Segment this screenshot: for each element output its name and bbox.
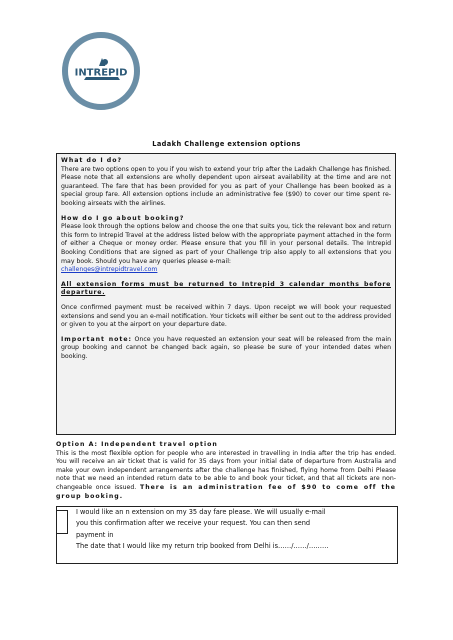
info-box [56,153,396,435]
what-do-i-do-text: There are two options open to you if you wish to extend your trip after the Ladakh Challenge has finished. Please note that all extensions are wholly dependent upon airseat availability at the time and are not guaranteed. The fare that has been provided for you as part of your Challenge has been booked as a special group fare. All extension options include an administrative fee ($90) to cover our time spent re-booking airseats with the airlines. [61,165,391,207]
intrepid-logo [58,28,144,114]
email-link[interactable]: challenges@intrepidtravel.com [61,266,158,274]
logo-wordmark: INTREPID [74,67,128,79]
form-line-2: you this confirmation after we receive your request. You can then send [76,519,311,528]
form-line-3: payment in [76,530,114,539]
form-text [76,507,394,553]
important-note-text: Once you have requested an extension your seat will be released from the main group booking and cannot be changed back again, so please be sure of your intended dates when booking. [61,335,391,360]
form-line-1: I would like an n extension on my 35 day fare please. We will usually e-mail [76,508,326,516]
option-a-heading: Option A: Independent travel option [56,441,218,448]
deadline-notice: All extension forms must be returned to Intrepid 3 calendar months before departure. [61,280,391,297]
option-a-text: This is the most flexible option for people who are interested in travelling in India after the trip has ended. You will receive an air ticket that is valid for 35 days from your initial date of departure from Australia and make your own independent arrangements after the challenge has finished, flying home from Delhi Please note that we need an intended return date to be able to and book your ticket, and that all tickets are non-changeable once issued. [56,449,396,491]
document-title: Ladakh Challenge extension options [152,140,301,148]
return-date-field[interactable]: The date that I would like my return trip booked from Delhi is……/……/……… [76,542,329,551]
how-to-book-heading: How do I go about booking? [61,214,185,222]
option-a-fee: There is an administration fee of $90 to come off the group booking. [56,483,396,500]
option-a-checkbox[interactable] [56,510,68,534]
important-note-label: Important note: [61,335,132,343]
how-to-book-text: Please look through the options below and choose the one that suits you, tick the relevant box and return this form to Intrepid Travel at the address listed below with the appropriate payment attached in the form of either a Cheque or money order. Please ensure that you fill in your personal details. The Intrepid Booking Conditions that are signed as part of your Challenge trip also apply to all extensions that you may book. Should you have any queries please e-mail: [61,223,391,265]
option-a-section [56,441,396,501]
what-do-i-do-heading: What do I do? [61,157,123,164]
payment-text: Once confirmed payment must be received within 7 days. Upon receipt we will book your requested extensions and send you an e-mail notification. Your tickets will either be sent out to the address provided or given to you at the airport on your departure date. [61,303,391,329]
